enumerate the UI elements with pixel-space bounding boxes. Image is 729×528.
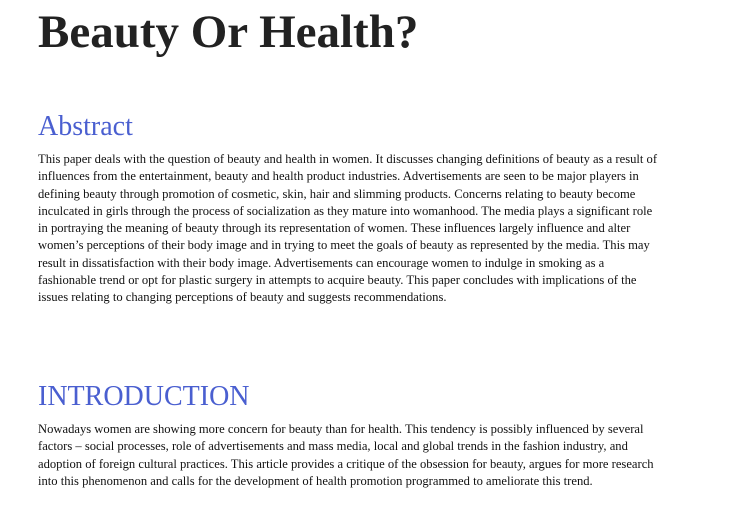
introduction-paragraph: Nowadays women are showing more concern for beauty than for health. This tendency is possibly influenced by several factors – social processes, role of advertisements and mass media, local and global trends in the fashion industry, and adoption of foreign cultural practices. This article provides a critique of the obsession for beauty, argues for more research into this phenomenon and calls for the development of health promotion programmed to ameliorate this trend. (38, 422, 654, 488)
introduction-heading: INTRODUCTION (38, 381, 250, 412)
abstract-paragraph: This paper deals with the question of beauty and health in women. It discusses changing definitions of beauty as a result of influences from the entertainment, beauty and health product industries. Advertisements are seen to be major players in defining beauty through promotion of cosmetic, skin, hair and slimming products. Concerns relating to beauty become inculcated in girls through the process of socialization as they mature into womanhood. The media plays a significant role in portraying the meaning of beauty through its representation of women. These influences largely influence and alter women’s perceptions of their body image and in trying to meet the goals of beauty as represented by the media. This may result in dissatisfaction with their body image. Advertisements can encourage women to indulge in smoking as a fashionable trend or opt for plastic surgery in attempts to acquire beauty. This paper concludes with implications of the issues relating to changing perceptions of beauty and suggests recommendations. (38, 152, 658, 305)
abstract-heading: Abstract (38, 111, 133, 142)
document-title: Beauty Or Health? (38, 6, 419, 58)
